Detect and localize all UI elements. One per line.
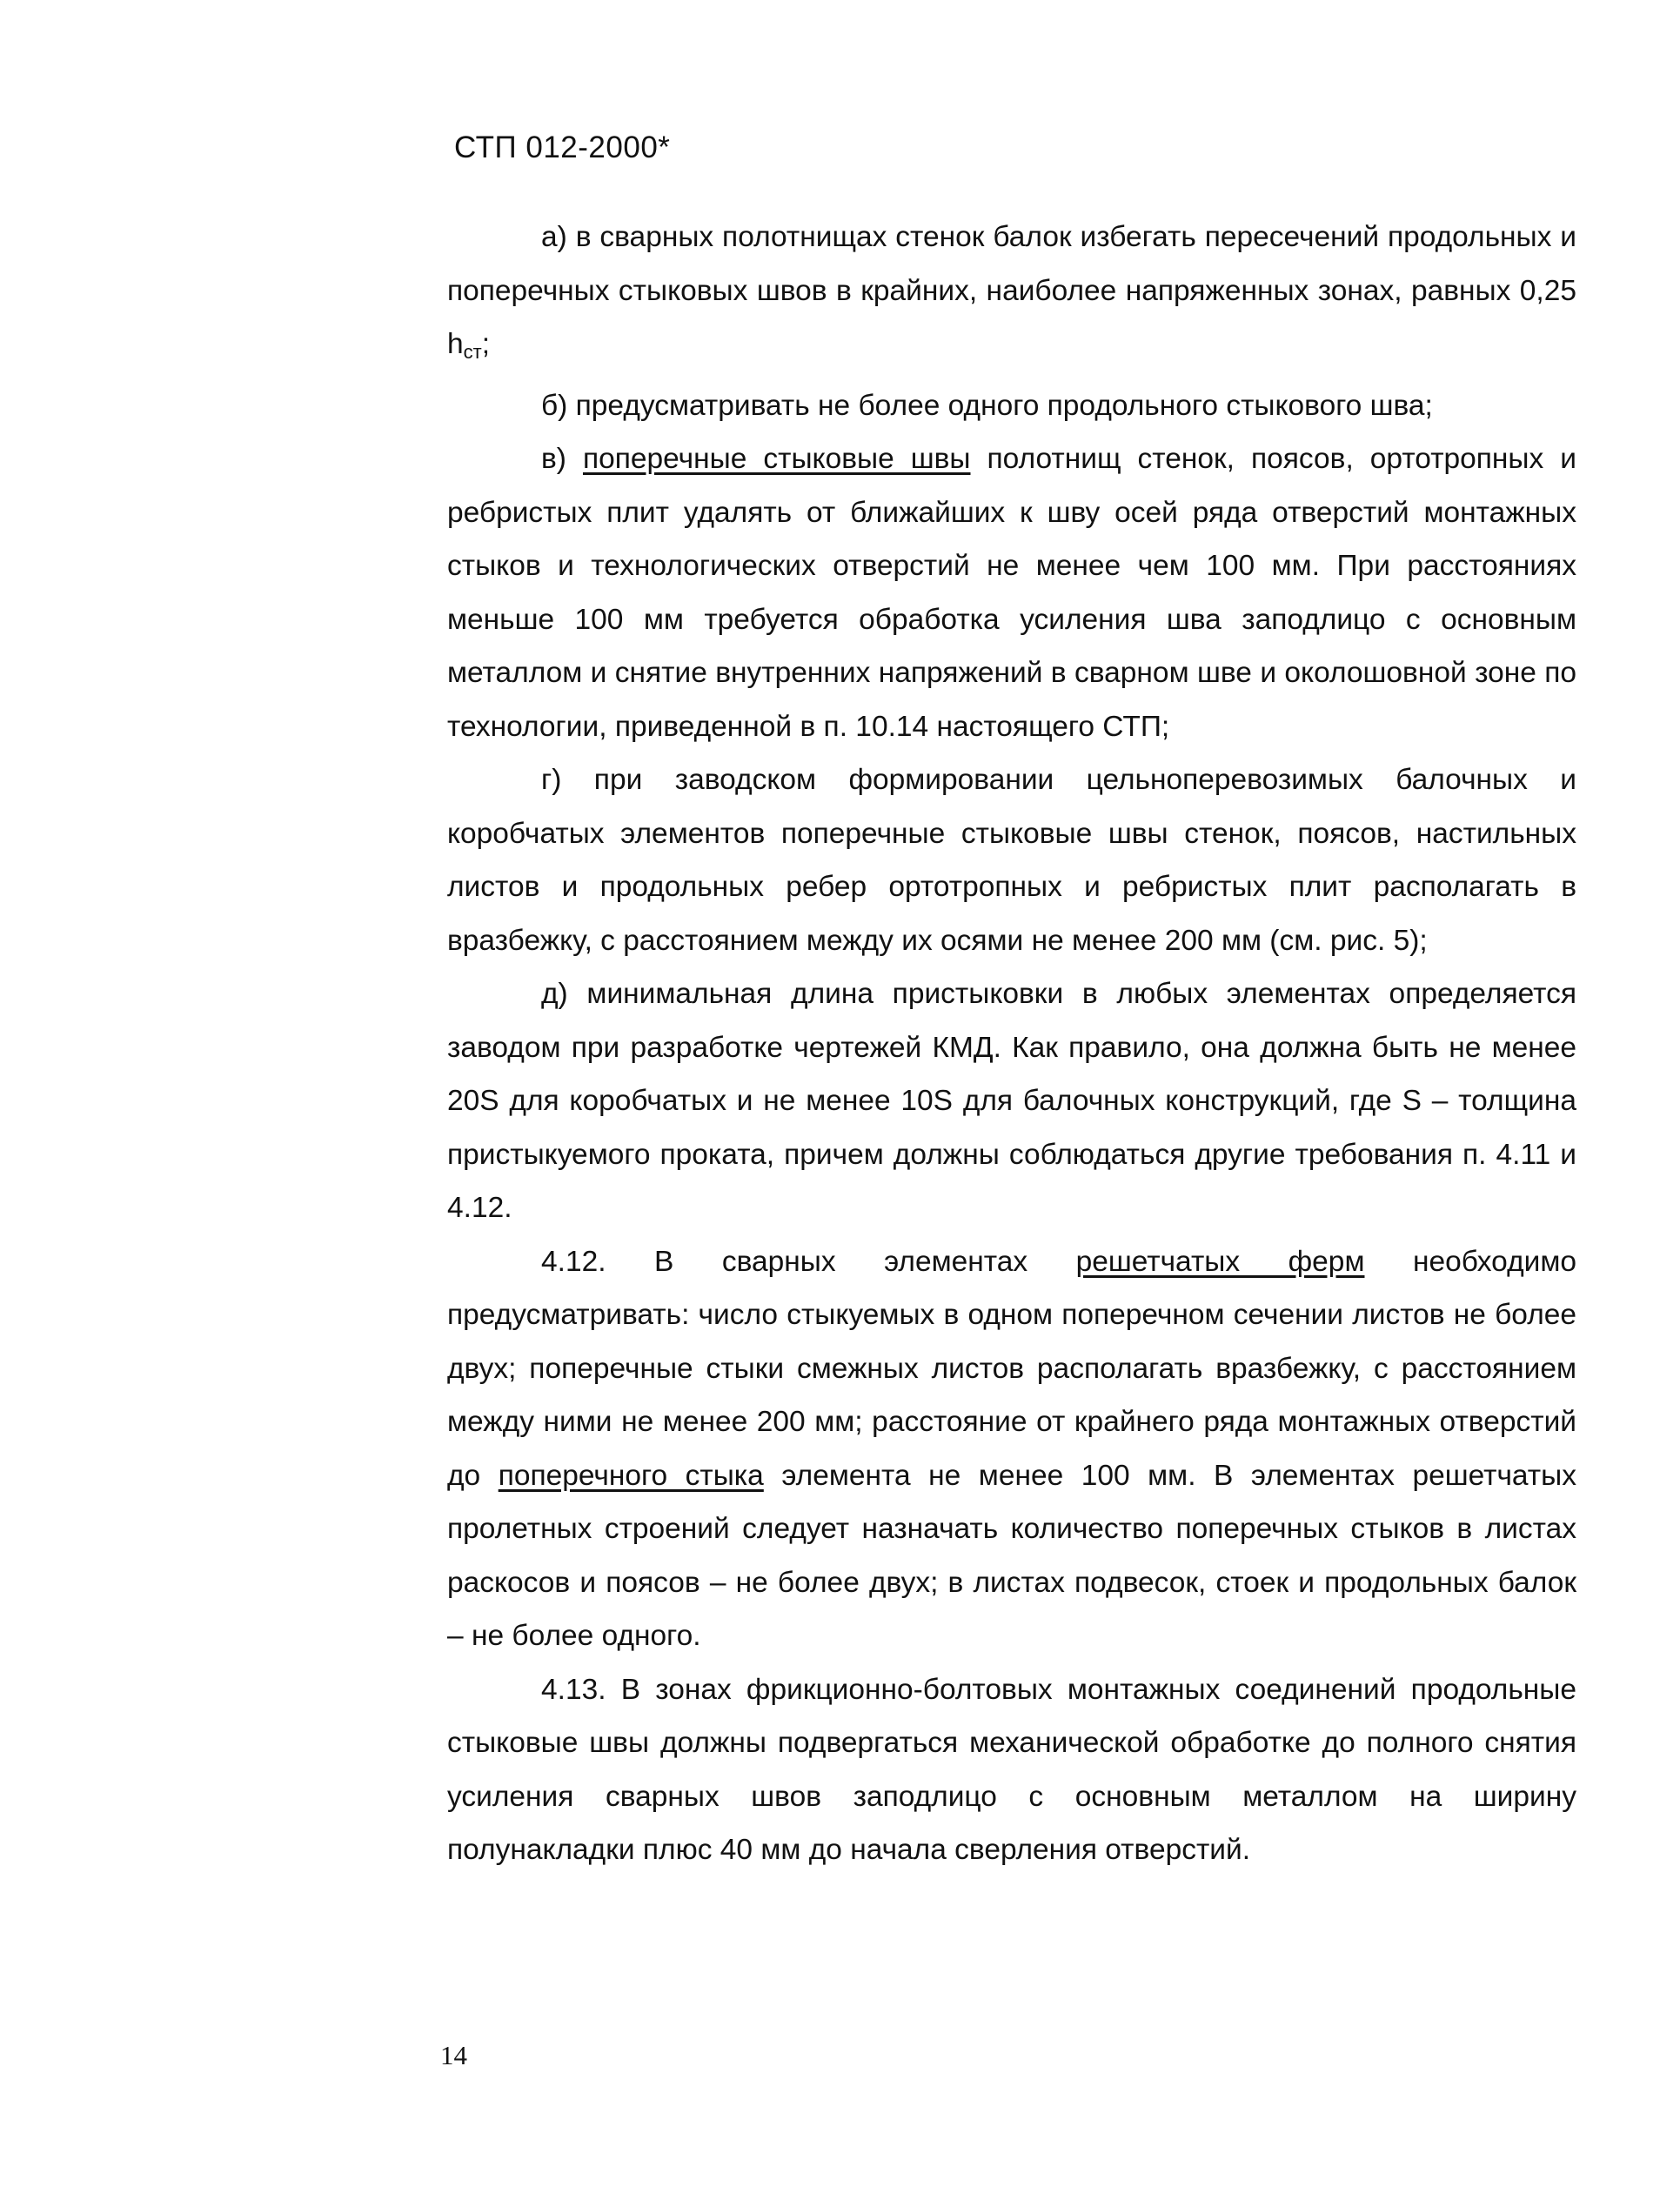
paragraph-item-g: [447, 753, 1576, 967]
item-a-text: а) в сварных полотнищах стенок балок избегать пересечений продольных и поперечных стыковых швов в крайних, наиболее напряженных зонах, равных 0,25 h: [447, 221, 1576, 360]
paragraph-item-d: [447, 967, 1576, 1235]
paragraph-item-a: [447, 211, 1576, 379]
paragraph-clause-4-12: [447, 1235, 1576, 1663]
clause-4-13-text: 4.13. В зонах фрикционно-болтовых монтажных соединений продольные стыковые швы должны подвергаться механической обработке до полного снятия усиления сварных швов заподлицо с основным металлом на ширину полунакладки плюс 40 мм до начала сверления отверстий.: [447, 1673, 1576, 1866]
paragraph-item-v: [447, 432, 1576, 753]
paragraph-clause-4-13: [447, 1663, 1576, 1877]
item-a-subscript: ст: [463, 341, 482, 363]
item-a-tail: ;: [481, 328, 491, 360]
item-b-text: б) предусматривать не более одного продольного стыкового шва;: [541, 389, 1433, 422]
item-v-prefix: в): [541, 443, 583, 475]
item-v-rest: полотнищ стенок, поясов, ортотропных и ребристых плит удалять от ближайших к шву осей ряда отверстий монтажных стыков и технологических отверстий не менее чем 100 мм. При расстояниях меньше 100 мм требуется обработка усиления шва заподлицо с основным металлом и снятие внутренних напряжений в сварном шве и околошовной зоне по технологии, приведенной в п. 10.14 настоящего СТП;: [447, 443, 1577, 743]
clause-4-12-prefix: 4.12. В сварных элементах: [541, 1245, 1076, 1278]
item-d-text: д) минимальная длина пристыковки в любых элементах определяется заводом при разработке чертежей КМД. Как правило, она должна быть не менее 20S для коробчатых и не менее 10S для балочных конструкций, где S – толщина пристыкуемого проката, причем должны соблюдаться другие требования п. 4.11 и 4.12.: [447, 978, 1576, 1224]
clause-4-12-part-2: необходимо предусматривать: число стыкуемых в одном поперечном сечении листов не более двух; поперечные стыки смежных листов располагать вразбежку, с расстоянием между ними не менее 200 мм; расстояние от крайнего ряда монтажных отверстий до: [447, 1245, 1576, 1492]
item-v-underlined-term: поперечные стыковые швы: [582, 443, 971, 475]
document-body: [447, 211, 1576, 1877]
clause-4-12-underlined-term-1: решетчатых ферм: [1075, 1245, 1365, 1278]
document-code-header: СТП 012-2000*: [454, 130, 671, 164]
clause-4-12-underlined-term-2: поперечного стыка: [498, 1459, 764, 1492]
item-g-text: г) при заводском формировании цельноперевозимых балочных и коробчатых элементов поперечные стыковые швы стенок, поясов, настильных листов и продольных ребер ортотропных и ребристых плит располагать в вразбежку, с расстоянием между их осями не менее 200 мм (см. рис. 5);: [447, 764, 1576, 957]
paragraph-item-b: [447, 379, 1576, 433]
page-number: 14: [440, 2040, 467, 2070]
clause-4-12-part-3: элемента не менее 100 мм. В элементах решетчатых пролетных строений следует назначать количество поперечных стыков в листах раскосов и поясов – не более двух; в листах подвесок, стоек и продольных балок – не более одного.: [447, 1459, 1576, 1652]
